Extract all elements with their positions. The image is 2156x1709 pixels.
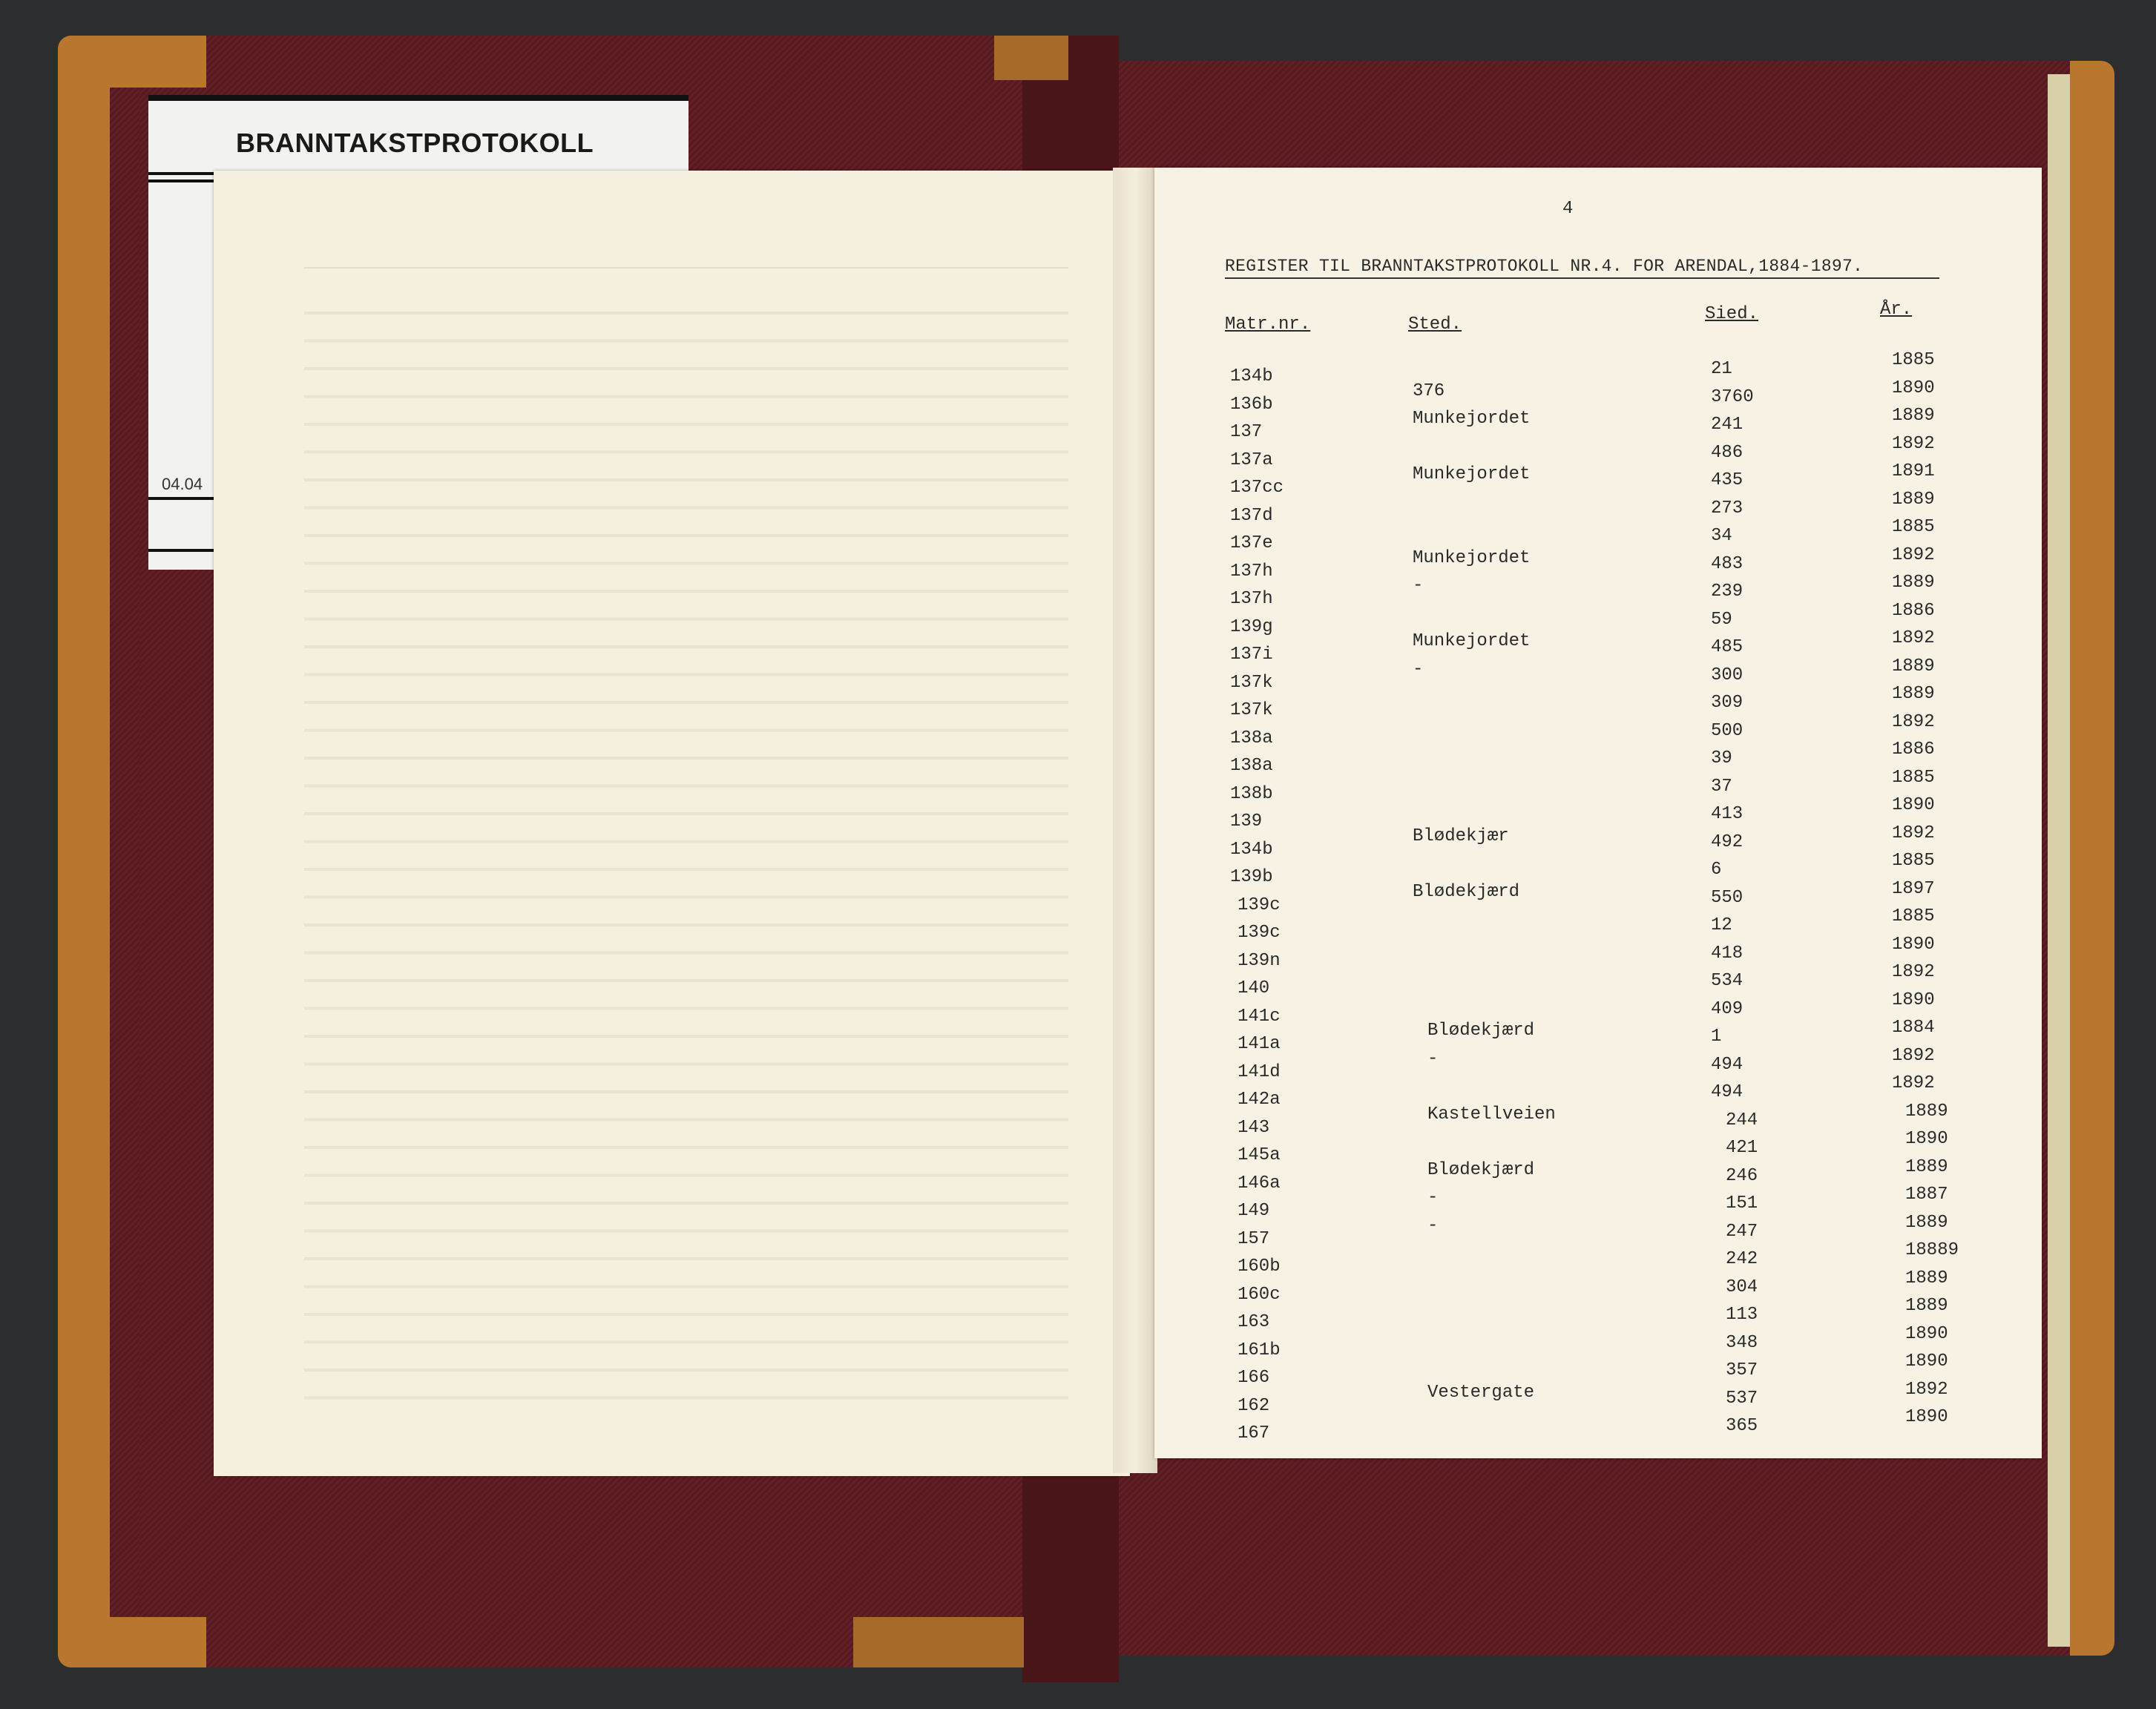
cell-ar: 1892 [1892, 711, 1935, 732]
cell-sied: 494 [1711, 1082, 1743, 1102]
cell-matr: 138a [1230, 756, 1273, 776]
cell-matr: 166 [1238, 1368, 1270, 1388]
cell-sted: Vestergate [1427, 1382, 1535, 1403]
cell-sied: 21 [1711, 359, 1732, 379]
leather-corner-bottom-mid [853, 1617, 1024, 1667]
label-top-bar [148, 95, 688, 101]
cell-sied: 37 [1711, 776, 1732, 797]
cell-ar: 1892 [1892, 1073, 1935, 1093]
label-divider-lower [148, 497, 215, 500]
cell-matr: 137h [1230, 589, 1273, 609]
cell-ar: 1885 [1892, 517, 1935, 537]
header-underline [1225, 277, 1939, 279]
cell-matr: 137h [1230, 561, 1273, 582]
cell-ar: 1889 [1892, 573, 1935, 593]
cell-matr: 139g [1230, 616, 1273, 637]
cell-matr: 138a [1230, 728, 1273, 748]
cell-sied: 435 [1711, 470, 1743, 490]
cell-matr: 163 [1238, 1312, 1270, 1332]
cell-matr: 142a [1238, 1090, 1281, 1110]
cell-ar: 1891 [1892, 461, 1935, 481]
cell-sied: 413 [1711, 804, 1743, 824]
cell-ar: 1892 [1905, 1379, 1948, 1400]
cell-sied: 418 [1711, 943, 1743, 964]
cell-sted: Blødekjærd [1413, 881, 1520, 902]
cell-sied: 485 [1711, 637, 1743, 657]
cell-matr: 137k [1230, 700, 1273, 720]
cell-sied: 483 [1711, 553, 1743, 574]
cell-matr: 137 [1230, 422, 1263, 442]
cell-sted: Munkejordet [1413, 464, 1531, 484]
cell-matr: 136b [1230, 394, 1273, 415]
cell-ar: 1890 [1892, 934, 1935, 955]
cell-ar: 1889 [1892, 656, 1935, 676]
cell-sied: 304 [1726, 1277, 1758, 1297]
cell-matr: 149 [1238, 1201, 1270, 1221]
cell-ar: 1885 [1892, 350, 1935, 370]
cell-ar: 1884 [1892, 1018, 1935, 1038]
cell-matr: 137e [1230, 533, 1273, 553]
cell-ar: 1892 [1892, 628, 1935, 648]
cell-matr: 141a [1238, 1034, 1281, 1054]
leather-corner-bottom-left [58, 1617, 206, 1667]
column-header-matr: Matr.nr. [1225, 315, 1311, 335]
cell-sied: 39 [1711, 748, 1732, 768]
cell-ar: 1889 [1892, 684, 1935, 704]
cell-sted: Munkejordet [1413, 547, 1531, 568]
cell-matr: 134b [1230, 839, 1273, 860]
cell-sied: 421 [1726, 1138, 1758, 1158]
cell-matr: 134b [1230, 366, 1273, 386]
column-header-sied: Sied. [1705, 304, 1759, 324]
cell-ar: 1890 [1892, 989, 1935, 1010]
cell-ar: 18889 [1905, 1240, 1959, 1260]
cell-matr: 141d [1238, 1061, 1281, 1082]
cell-ar: 1892 [1892, 823, 1935, 843]
cell-ar: 1887 [1905, 1185, 1948, 1205]
cell-sied: 59 [1711, 609, 1732, 630]
cell-matr: 139n [1238, 950, 1281, 971]
cell-matr: 167 [1238, 1423, 1270, 1443]
left-page-show-through [304, 267, 1068, 1424]
cell-sied: 241 [1711, 415, 1743, 435]
label-divider-bottom [148, 549, 215, 552]
cell-sted: Blødekjær [1413, 826, 1509, 846]
cell-matr: 139 [1230, 811, 1263, 832]
cell-ar: 1892 [1892, 1045, 1935, 1066]
cell-matr: 139c [1238, 923, 1281, 943]
cell-sied: 409 [1711, 998, 1743, 1019]
cell-matr: 162 [1238, 1395, 1270, 1416]
cell-sted: 376 [1413, 381, 1445, 401]
cell-sted: Blødekjærd [1427, 1021, 1535, 1041]
cell-sied: 242 [1726, 1249, 1758, 1269]
cell-sied: 34 [1711, 526, 1732, 546]
cell-ar: 1892 [1892, 544, 1935, 565]
cell-matr: 146a [1238, 1173, 1281, 1193]
cell-ar: 1890 [1905, 1129, 1948, 1149]
leather-edge-right [2070, 61, 2114, 1656]
cell-sied: 537 [1726, 1388, 1758, 1409]
cell-sied: 3760 [1711, 386, 1754, 407]
page-number: 4 [1562, 199, 1574, 219]
cell-ar: 1890 [1905, 1323, 1948, 1344]
cell-sted: Munkejordet [1413, 409, 1531, 429]
cell-ar: 1889 [1905, 1101, 1948, 1122]
cell-sied: 239 [1711, 582, 1743, 602]
cell-ar: 1890 [1892, 378, 1935, 398]
cell-sied: 550 [1711, 887, 1743, 908]
leather-corner-top-mid [994, 36, 1068, 80]
cell-matr: 139b [1230, 867, 1273, 887]
cell-ar: 1890 [1892, 795, 1935, 815]
cell-matr: 137d [1230, 505, 1273, 526]
cell-ar: 1889 [1892, 489, 1935, 510]
register-header: REGISTER TIL BRANNTAKSTPROTOKOLL NR.4. FOR ARENDAL,1884-1897. [1225, 257, 1864, 276]
cell-matr: 161b [1238, 1340, 1281, 1360]
cell-sied: 492 [1711, 832, 1743, 852]
cell-sied: 500 [1711, 720, 1743, 741]
leather-corner-top-left [58, 36, 206, 88]
cell-sted: Munkejordet [1413, 631, 1531, 651]
cell-ar: 1889 [1905, 1212, 1948, 1233]
cell-ar: 1889 [1905, 1156, 1948, 1177]
leather-edge-left [58, 36, 110, 1667]
cell-ar: 1889 [1892, 406, 1935, 426]
cell-sied: 534 [1711, 971, 1743, 991]
cell-ar: 1892 [1892, 433, 1935, 454]
cell-sied: 348 [1726, 1332, 1758, 1353]
page-gutter [1113, 168, 1157, 1473]
cell-sted: - [1413, 576, 1424, 596]
cell-sied: 6 [1711, 860, 1722, 880]
cell-matr: 137k [1230, 672, 1273, 693]
cell-matr: 137cc [1230, 478, 1284, 498]
cell-matr: 137i [1230, 645, 1273, 665]
cell-ar: 1890 [1905, 1351, 1948, 1372]
cell-sied: 309 [1711, 693, 1743, 713]
cell-ar: 1885 [1892, 767, 1935, 788]
cell-matr: 137a [1230, 450, 1273, 470]
cell-sted: Kastellveien [1427, 1104, 1556, 1124]
cell-matr: 138b [1230, 783, 1273, 804]
cell-matr: 145a [1238, 1145, 1281, 1165]
cell-sied: 246 [1726, 1165, 1758, 1186]
column-header-ar: År. [1880, 300, 1913, 320]
cell-ar: 1897 [1892, 878, 1935, 899]
cell-sied: 357 [1726, 1360, 1758, 1380]
label-divider-short [148, 180, 215, 182]
column-header-sted: Sted. [1408, 315, 1462, 335]
cell-sied: 486 [1711, 442, 1743, 463]
cell-sted: - [1427, 1188, 1439, 1208]
cell-matr: 141c [1238, 1006, 1281, 1027]
cell-sted: - [1427, 1215, 1439, 1236]
cell-sied: 244 [1726, 1110, 1758, 1130]
cell-matr: 140 [1238, 978, 1270, 998]
label-number: 04.04 [162, 475, 203, 493]
cell-ar: 1886 [1892, 740, 1935, 760]
cell-matr: 160c [1238, 1284, 1281, 1305]
cell-sied: 273 [1711, 498, 1743, 518]
cell-sted: - [1413, 659, 1424, 679]
cell-sied: 365 [1726, 1416, 1758, 1436]
cell-ar: 1890 [1905, 1407, 1948, 1427]
cell-ar: 1885 [1892, 851, 1935, 871]
cell-matr: 157 [1238, 1228, 1270, 1249]
cell-ar: 1885 [1892, 906, 1935, 926]
cell-sied: 300 [1711, 665, 1743, 685]
cell-matr: 160b [1238, 1257, 1281, 1277]
cell-matr: 139c [1238, 895, 1281, 915]
cell-ar: 1889 [1905, 1268, 1948, 1288]
cell-sied: 12 [1711, 915, 1732, 935]
cell-matr: 143 [1238, 1117, 1270, 1138]
cell-ar: 1892 [1892, 962, 1935, 982]
cloth-strip [110, 74, 139, 1632]
cell-sted: Blødekjærd [1427, 1159, 1535, 1180]
cell-sied: 247 [1726, 1221, 1758, 1242]
cell-ar: 1886 [1892, 600, 1935, 621]
page-edges-stack [2048, 74, 2070, 1647]
cell-sied: 494 [1711, 1054, 1743, 1075]
cell-sted: - [1427, 1048, 1439, 1069]
cell-ar: 1889 [1905, 1296, 1948, 1316]
cell-sied: 113 [1726, 1305, 1758, 1325]
cell-sied: 1 [1711, 1027, 1722, 1047]
cell-sied: 151 [1726, 1193, 1758, 1214]
label-title: BRANNTAKSTPROTOKOLL [236, 128, 594, 158]
